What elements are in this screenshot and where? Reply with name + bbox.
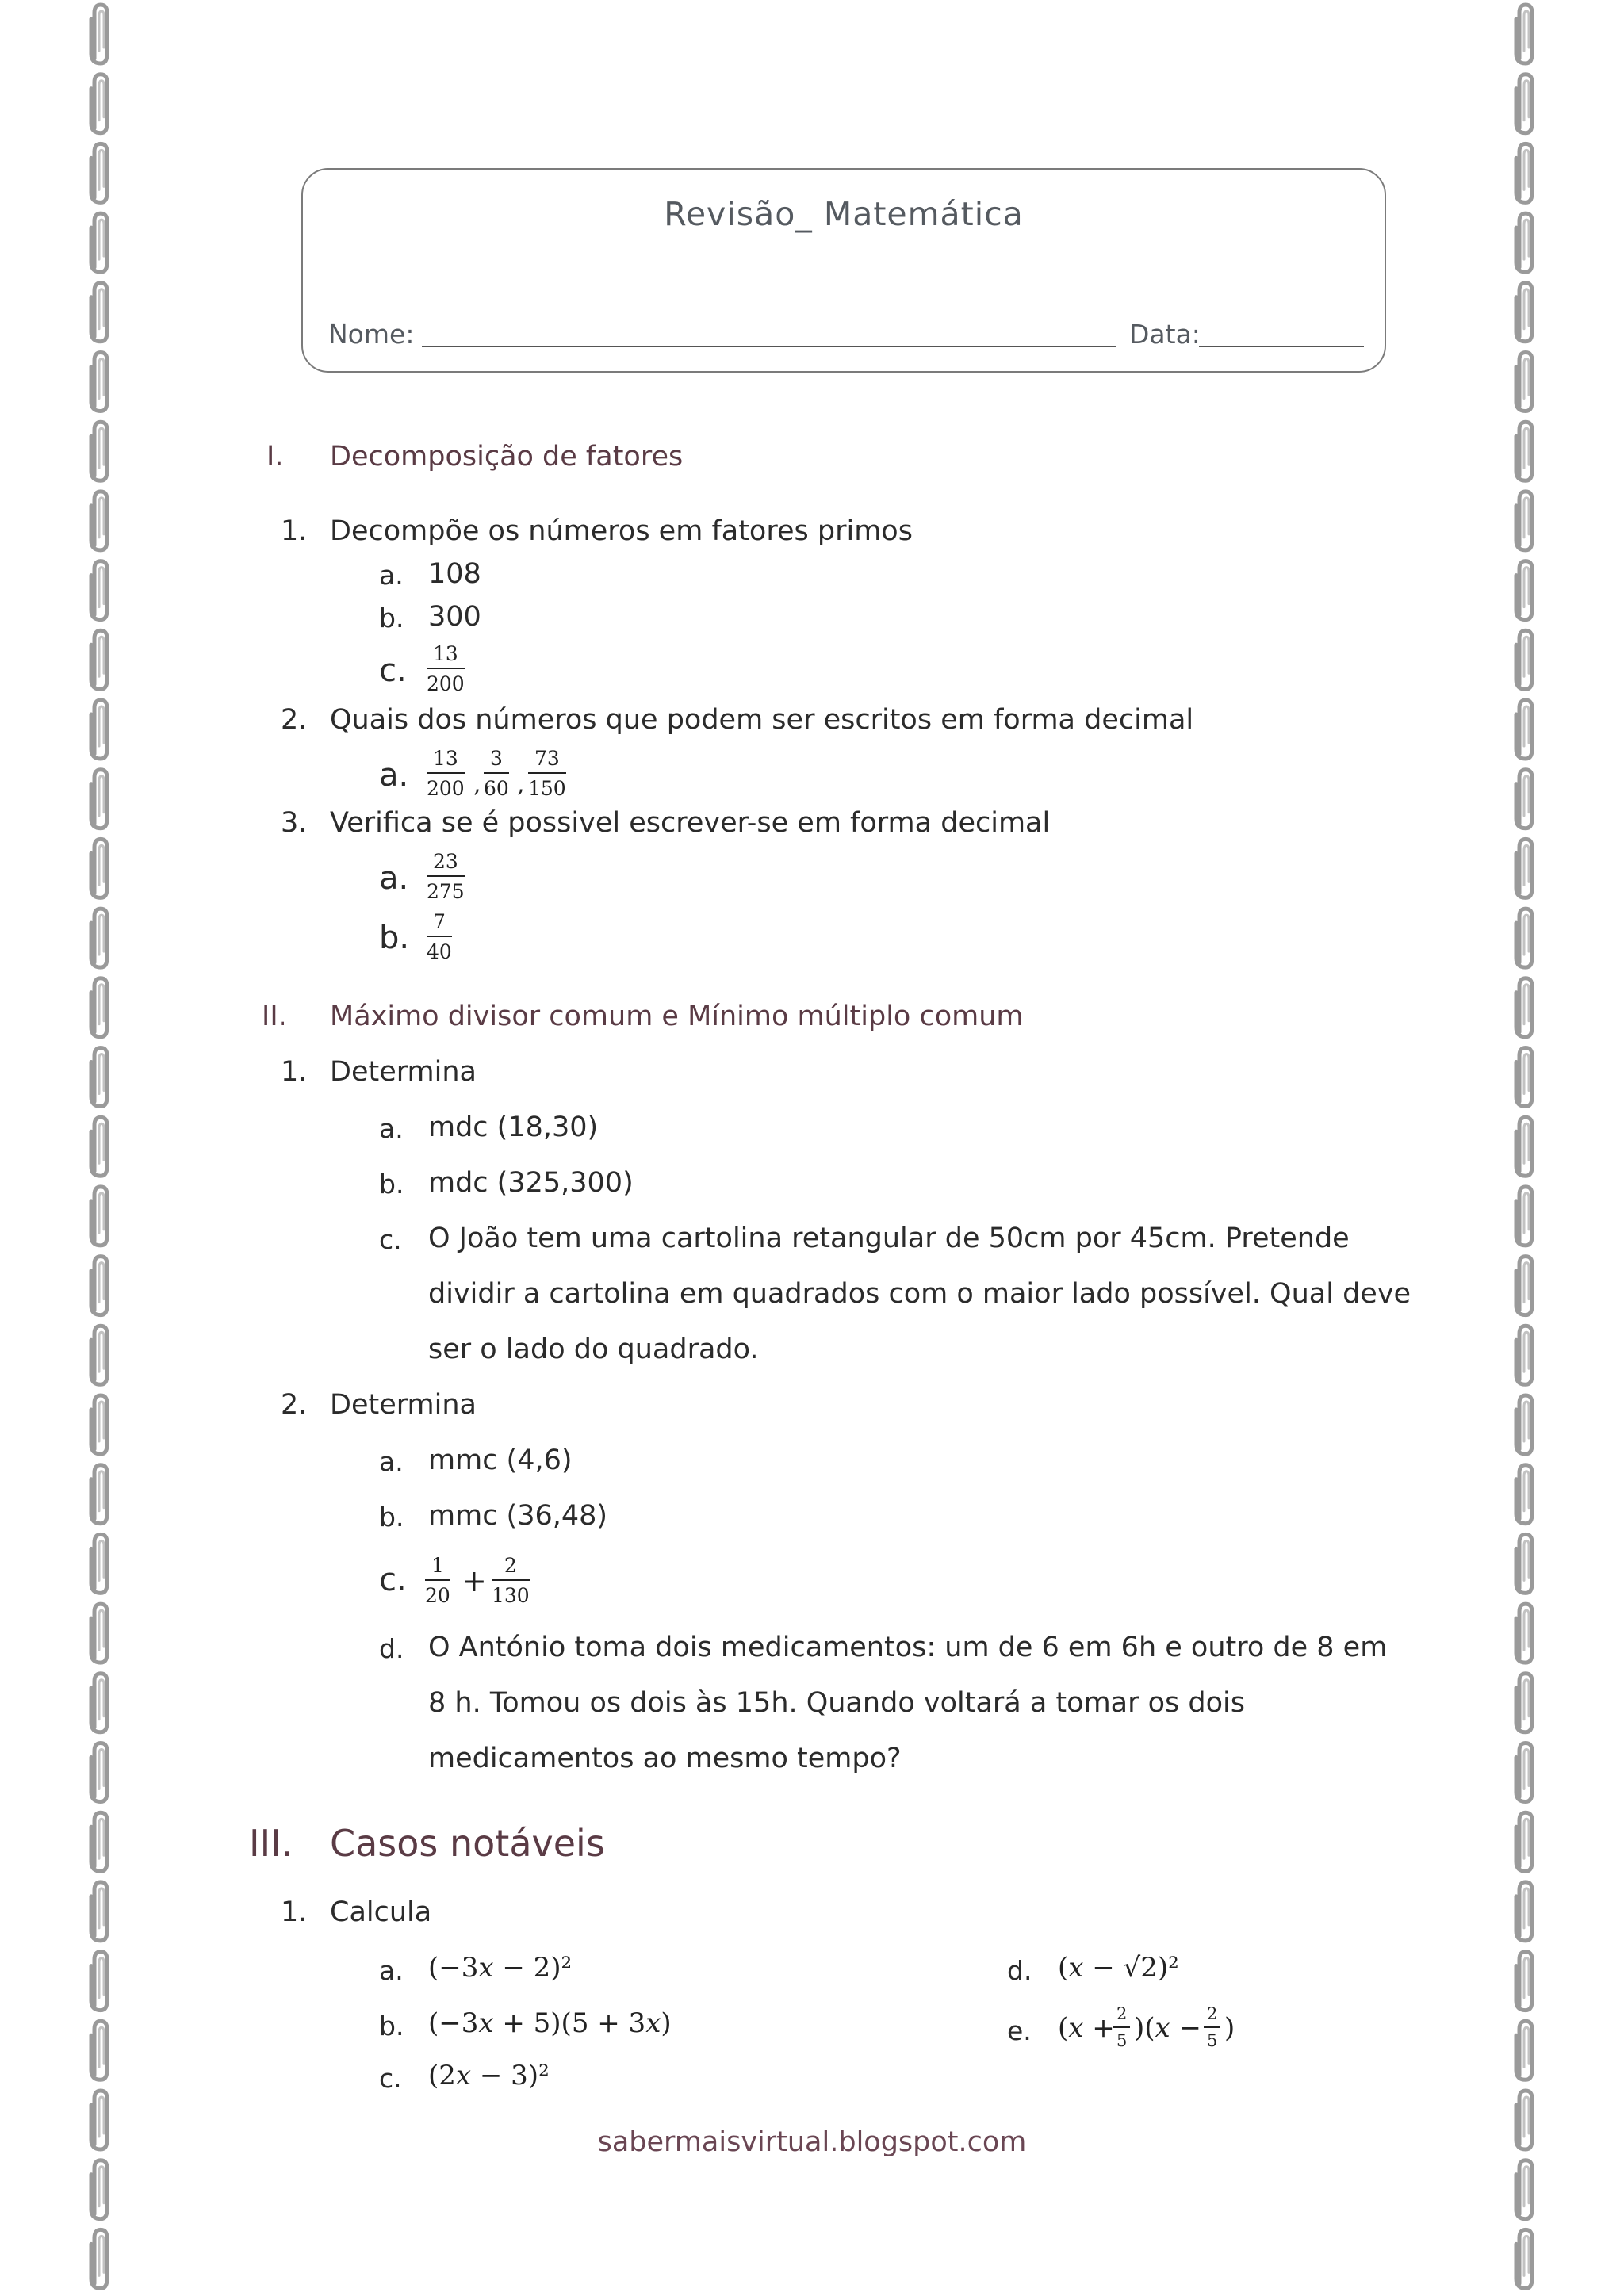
paperclip-icon (1516, 1187, 1532, 1246)
paperclip-icon (91, 561, 107, 620)
paperclip-icon (91, 75, 107, 133)
question-number: 1. (281, 1896, 308, 1928)
paperclip-icon (91, 630, 107, 689)
question-number: 1. (281, 1056, 308, 1088)
paperclip-icon (1516, 561, 1532, 620)
paperclip-icon (91, 2229, 107, 2288)
comma-separator: , (517, 771, 525, 798)
paperclip-icon (91, 492, 107, 550)
paperclip-icon (1516, 75, 1532, 133)
paperclip-icon (91, 2021, 107, 2080)
paperclip-icon (91, 144, 107, 202)
paperclip-icon (91, 1812, 107, 1871)
paperclip-icon (1516, 1812, 1532, 1871)
math-expression: (−3𝑥 + 5)(5 + 3𝑥) (428, 2007, 672, 2039)
paperclip-icon (91, 770, 107, 828)
paperclip-icon (1516, 700, 1532, 759)
document-title: Revisão_ Matemática (664, 195, 1024, 233)
paperclip-icon (91, 1257, 107, 1315)
paperclip-icon (91, 422, 107, 480)
paperclip-icon (1516, 1743, 1532, 1802)
item-text: mmc (36,48) (428, 1500, 608, 1532)
item-text: dividir a cartolina em quadrados com o maior lado possível. Qual deve (428, 1278, 1411, 1310)
paperclip-icon (1516, 1882, 1532, 1941)
plus-operator: + (462, 1563, 487, 1598)
item-label: b. (379, 1169, 404, 1200)
paperclip-icon (1516, 909, 1532, 967)
paperclip-icon (91, 1117, 107, 1176)
item-text: O António toma dois medicamentos: um de 6 em 6h e outro de 8 em (428, 1632, 1388, 1663)
paperclip-icon (1516, 1604, 1532, 1663)
paperclip-icon (91, 1743, 107, 1802)
item-label: b. (379, 2011, 404, 2042)
paperclip-icon (1516, 1395, 1532, 1454)
paperclip-icon (91, 978, 107, 1037)
paperclip-icon (1516, 2229, 1532, 2288)
math-expression: (−3𝑥 − 2)² (428, 1952, 573, 1984)
question-number: 2. (281, 1389, 308, 1421)
item-label: a. (379, 1955, 404, 1986)
item-label: b. (379, 920, 410, 956)
paperclip-icon (1516, 1952, 1532, 2011)
paperclip-icon (1516, 978, 1532, 1037)
paperclip-icon (91, 1534, 107, 1593)
header-box (301, 168, 1386, 373)
name-label: Nome: (328, 319, 415, 350)
math-expression: )(𝑥 − (1134, 2012, 1201, 2044)
question-text: Verifica se é possivel escrever-se em forma decimal (330, 807, 1051, 839)
paperclip-icon (91, 839, 107, 897)
paperclip-icon (91, 1395, 107, 1454)
item-label: a. (379, 757, 409, 794)
item-text: 8 h. Tomou os dois às 15h. Quando voltará a tomar os dois (428, 1687, 1245, 1719)
item-label: c. (379, 2063, 402, 2094)
paperclip-icon (1516, 1674, 1532, 1732)
section-title: Máximo divisor comum e Mínimo múltiplo comum (330, 1001, 1024, 1032)
paperclip-icon (1516, 1326, 1532, 1384)
item-label: c. (379, 652, 407, 689)
fraction: $\frac{1}{20}$ (425, 1554, 450, 1607)
math-expression: (2𝑥 − 3)² (428, 2060, 550, 2091)
item-text: ser o lado do quadrado. (428, 1334, 759, 1365)
section-number: I. (266, 441, 284, 473)
item-text: 108 (428, 558, 481, 590)
paperclip-icon (91, 1882, 107, 1941)
paperclip-icon (1516, 144, 1532, 202)
paperclip-icon (91, 1326, 107, 1384)
fraction: $\frac{13}{200}$ (427, 642, 465, 695)
comma-separator: , (473, 771, 481, 798)
paperclip-icon (91, 5, 107, 63)
fraction: $\frac{3}{60}$ (484, 747, 509, 800)
item-text: medicamentos ao mesmo tempo? (428, 1743, 902, 1774)
name-field-line (422, 346, 1116, 347)
paperclip-icon (1516, 770, 1532, 828)
question-text: Decompõe os números em fatores primos (330, 515, 913, 547)
paperclip-icon (91, 1465, 107, 1524)
paperclip-icon (91, 213, 107, 272)
item-text: 300 (428, 601, 481, 633)
paperclip-icon (91, 1048, 107, 1107)
section-number: II. (262, 1001, 287, 1032)
paperclip-icon (91, 1674, 107, 1732)
paperclip-icon (1516, 2160, 1532, 2219)
paperclip-icon (91, 909, 107, 967)
item-label: e. (1007, 2015, 1032, 2046)
item-label: a. (379, 560, 404, 591)
paperclip-icon (1516, 492, 1532, 550)
paperclip-icon (1516, 630, 1532, 689)
item-label: b. (379, 1502, 404, 1533)
paperclip-icon (1516, 213, 1532, 272)
footer-website: sabermaisvirtual.blogspot.com (597, 2126, 1027, 2158)
paperclip-icon (1516, 839, 1532, 897)
fraction: $\frac{2}{5}$ (1113, 2006, 1130, 2049)
item-text: O João tem uma cartolina retangular de 50cm por 45cm. Pretende (428, 1223, 1350, 1254)
question-text: Determina (330, 1389, 477, 1421)
paperclip-icon (1516, 283, 1532, 342)
item-label: d. (379, 1633, 404, 1664)
fraction: $\frac{2}{5}$ (1204, 2006, 1220, 2049)
paperclip-icon (1516, 422, 1532, 480)
date-label: Data: (1129, 319, 1201, 350)
section-number: III. (249, 1822, 293, 1865)
section-title: Casos notáveis (330, 1822, 605, 1865)
question-text: Calcula (330, 1896, 432, 1928)
paperclip-icon (1516, 1048, 1532, 1107)
paperclip-icon (1516, 1534, 1532, 1593)
item-text: mdc (18,30) (428, 1112, 599, 1143)
item-text: mmc (4,6) (428, 1445, 573, 1476)
paperclip-icon (1516, 1257, 1532, 1315)
fraction: $\frac{73}{150}$ (528, 747, 566, 800)
paperclip-icon (1516, 1117, 1532, 1176)
fraction: $\frac{7}{40}$ (427, 910, 452, 963)
item-text: mdc (325,300) (428, 1167, 634, 1199)
item-label: a. (379, 1113, 404, 1144)
left-paperclip-border (85, 0, 117, 2296)
math-expression: (𝑥 − √2)² (1058, 1952, 1179, 1984)
item-label: b. (379, 603, 404, 633)
paperclip-icon (1516, 2021, 1532, 2080)
section-title: Decomposição de fatores (330, 441, 684, 473)
math-expression: (𝑥 + (1058, 2012, 1115, 2044)
item-label: a. (379, 860, 409, 897)
fraction: $\frac{2}{130}$ (492, 1554, 530, 1607)
paperclip-icon (91, 1952, 107, 2011)
fraction: $\frac{13}{200}$ (427, 747, 465, 800)
math-expression: ) (1224, 2012, 1235, 2044)
paperclip-icon (91, 283, 107, 342)
question-text: Quais dos números que podem ser escritos em forma decimal (330, 704, 1194, 736)
item-label: c. (379, 1224, 402, 1255)
item-label: a. (379, 1446, 404, 1477)
paperclip-icon (1516, 5, 1532, 63)
paperclip-icon (1516, 1465, 1532, 1524)
question-number: 2. (281, 704, 308, 736)
item-label: c. (379, 1562, 407, 1598)
date-field-line (1199, 346, 1364, 347)
question-number: 1. (281, 515, 308, 547)
question-text: Determina (330, 1056, 477, 1088)
paperclip-icon (91, 353, 107, 411)
paperclip-icon (91, 1604, 107, 1663)
paperclip-icon (91, 2160, 107, 2219)
right-paperclip-border (1510, 0, 1542, 2296)
question-number: 3. (281, 807, 308, 839)
paperclip-icon (91, 1187, 107, 1246)
paperclip-icon (1516, 353, 1532, 411)
item-label: d. (1007, 1955, 1032, 1986)
fraction: $\frac{23}{275}$ (427, 850, 465, 903)
paperclip-icon (91, 700, 107, 759)
